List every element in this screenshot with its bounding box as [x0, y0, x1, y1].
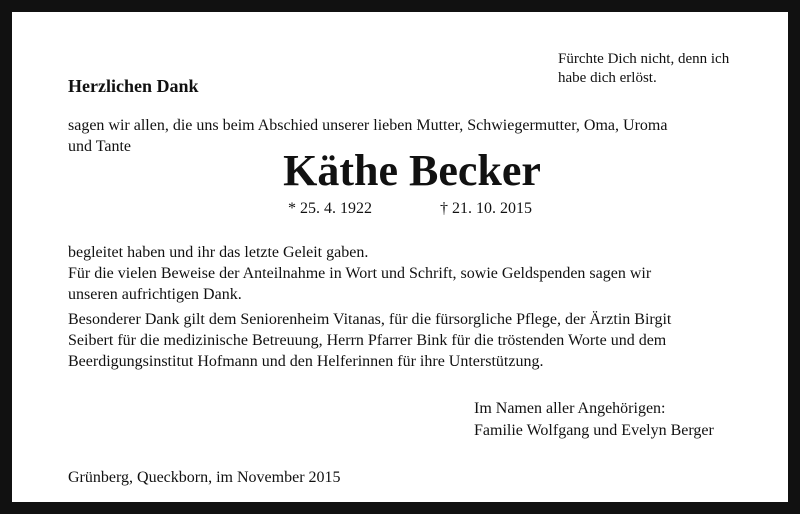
place-date: Grünberg, Queckborn, im November 2015 [68, 469, 341, 486]
paragraph-line: Beerdigungsinstitut Hofmann und den Helferinnen für ihre Unterstützung. [68, 353, 544, 370]
deceased-name: Käthe Becker [283, 146, 541, 195]
paragraph-line: Besonderer Dank gilt dem Seniorenheim Vitanas, für die fürsorgliche Pflege, der Ärztin Birgit [68, 311, 672, 328]
birth-date: * 25. 4. 1922 [288, 200, 372, 217]
thanks-paragraph [68, 242, 768, 305]
heading: Herzlichen Dank [68, 76, 199, 96]
signature-block [474, 398, 774, 442]
signature-line: Im Namen aller Angehörigen: [474, 400, 666, 417]
paragraph-line: unseren aufrichtigen Dank. [68, 286, 242, 303]
motto-line: Fürchte Dich nicht, denn ich [558, 51, 730, 67]
motto-quote [558, 50, 768, 88]
death-date: † 21. 10. 2015 [440, 200, 532, 217]
signature-line: Familie Wolfgang und Evelyn Berger [474, 422, 714, 439]
special-thanks-paragraph [68, 309, 768, 372]
intro-line: sagen wir allen, die uns beim Abschied unserer lieben Mutter, Schwiegermutter, Oma, Uroma [68, 117, 668, 134]
intro-line: und Tante [68, 138, 132, 155]
paragraph-line: Für die vielen Beweise der Anteilnahme in Wort und Schrift, sowie Geldspenden sagen wir [68, 265, 652, 282]
paragraph-line: Seibert für die medizinische Betreuung, Herrn Pfarrer Bink für die tröstenden Worte und dem [68, 332, 667, 349]
paragraph-line: begleitet haben und ihr das letzte Geleit gaben. [68, 244, 369, 261]
motto-line: habe dich erlöst. [558, 70, 657, 86]
